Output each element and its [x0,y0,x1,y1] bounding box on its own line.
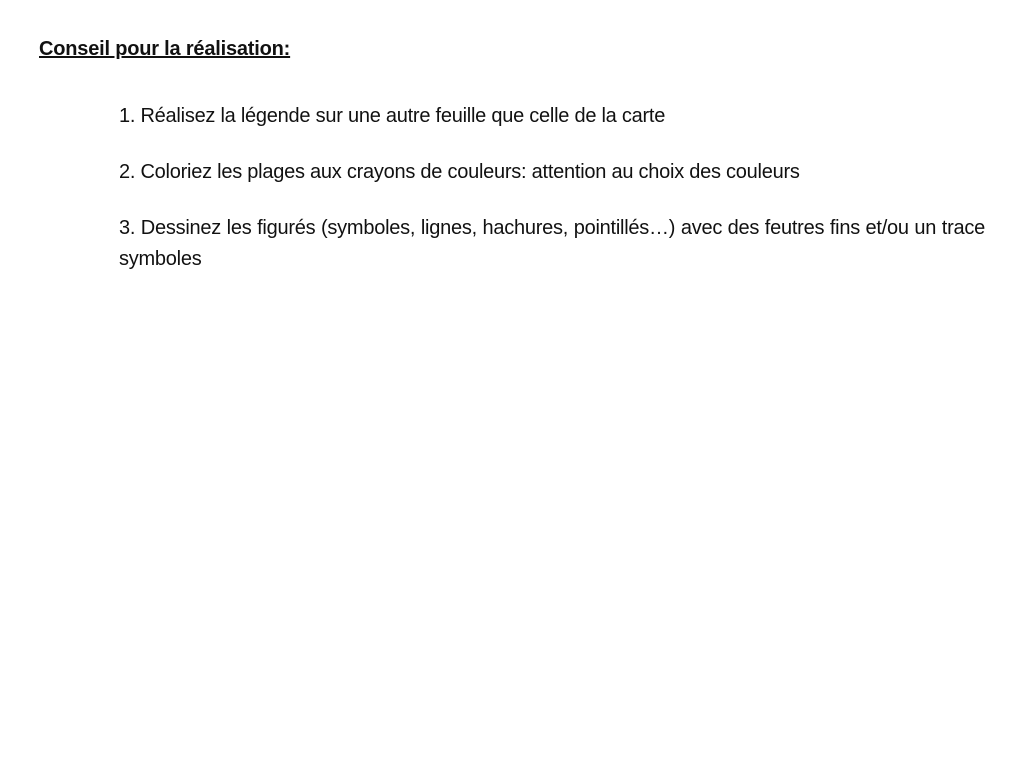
advice-list [119,101,985,300]
advice-item: 1. Réalisez la légende sur une autre feuille que celle de la carte [119,105,666,127]
advice-item: 3. Dessinez les figurés (symboles, lignes, hachures, pointillés…) avec des feutres fins et/ou un trace symboles [119,217,985,270]
advice-item: 2. Coloriez les plages aux crayons de couleurs: attention au choix des couleurs [119,161,800,183]
slide-title: Conseil pour la réalisation: [39,38,291,60]
